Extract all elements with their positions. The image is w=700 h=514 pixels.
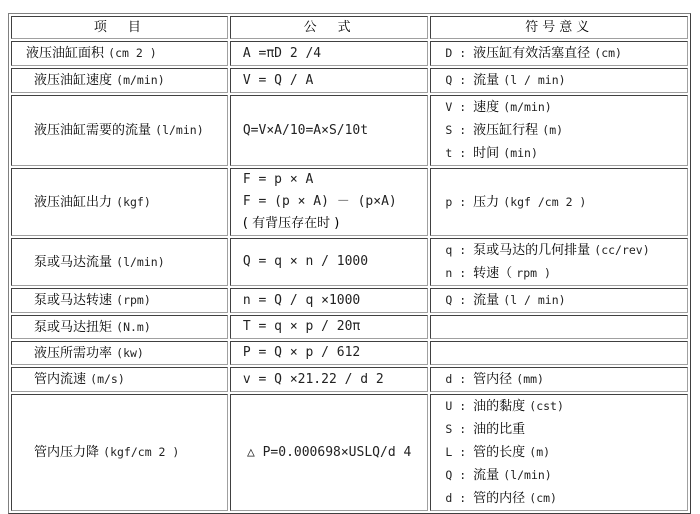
formula-line: V = Q / A [242,72,314,88]
table-row [11,168,688,236]
table-row [11,367,688,392]
item-cell [11,394,228,511]
table-row [11,341,688,365]
meaning-cell [430,288,688,313]
formula-line: T = q × p / 20π [242,319,361,334]
meaning-line: t : 时间 (min) [445,146,538,161]
meaning-line: Q : 流量 (l / min) [445,293,566,308]
formula-line: P = Q × p / 612 [242,345,361,360]
formula-line: Q = q × n / 1000 [242,254,369,269]
formula-line: n = Q / q ×1000 [242,292,361,308]
item-unit: (l/min) [155,123,204,137]
item-name: 泵或马达转速 [34,293,113,308]
item-cell [11,238,228,286]
item-unit: (kgf/cm 2 ) [103,445,180,459]
meaning-cell [430,394,688,511]
formula-line: △ P=0.000698×USLQ/d 4 [246,444,412,460]
table-row [11,288,688,313]
item-cell [11,315,228,339]
meaning-line: q : 泵或马达的几何排量 (cc/rev) [445,243,650,258]
formula-cell [230,315,429,339]
header-meaning: 符号意义 [430,16,688,39]
meaning-line: S : 油的比重 [445,422,526,437]
table-row [11,95,688,166]
meaning-line: d : 管内径 (mm) [445,372,544,387]
item-unit: (l/min) [116,254,165,269]
item-unit: (cm 2 ) [108,46,157,60]
formula-line: Q=V×A/10=A×S/10t [242,122,369,138]
meaning-cell [430,367,688,392]
meaning-cell [430,68,688,93]
meaning-line: D : 液压缸有效活塞直径 (cm) [445,46,622,61]
meaning-line: d : 管的内径 (cm) [445,491,557,506]
item-cell [11,341,228,365]
formula-cell [230,394,429,511]
meaning-line: U : 油的黏度 (cst) [445,399,564,414]
item-cell [11,41,228,66]
item-name: 泵或马达流量 [34,254,113,270]
item-cell [11,168,228,236]
item-name: 泵或马达扭矩 [34,319,113,335]
header-item: 项 目 [11,16,228,39]
table-row [11,315,688,339]
formula-cell [230,238,429,286]
meaning-line: V : 速度 (m/min) [445,100,552,115]
meaning-cell-empty [430,315,688,339]
hydraulic-formula-table [8,13,691,514]
meaning-cell [430,41,688,66]
table-row [11,68,688,93]
item-cell [11,68,228,93]
formula-line: A =πD 2 /4 [242,45,322,61]
formula-note: ( 有背压存在时 ) [242,216,340,231]
item-cell [11,288,228,313]
meaning-line: Q : 流量 (l / min) [445,73,566,88]
header-formula: 公 式 [230,16,429,39]
item-name: 液压油缸出力 [34,194,113,210]
formula-line: F = (p × A) － (p×A) [242,194,397,209]
meaning-cell [430,238,688,286]
meaning-line: n : 转速（ rpm ) [445,266,551,281]
item-name: 液压所需功率 [34,345,113,361]
meaning-line: S : 液压缸行程 (m) [445,123,564,138]
item-unit: (m/s) [90,372,125,386]
meaning-cell [430,168,688,236]
formula-line: F = p × A [242,172,314,187]
item-name: 管内压力降 [34,445,100,460]
table-row [11,238,688,286]
item-cell [11,367,228,392]
item-unit: (rpm) [116,293,151,307]
header-row [11,16,688,39]
table-row [11,394,688,511]
formula-cell [230,41,429,66]
item-unit: (m/min) [116,73,165,87]
table-row [11,41,688,66]
item-name: 液压油缸速度 [34,73,113,88]
meaning-line: L : 管的长度 (m) [445,445,551,460]
meaning-line: p : 压力 (kgf /cm 2 ) [445,194,587,210]
item-unit: (N.m) [116,319,151,334]
meaning-cell [430,95,688,166]
formula-cell [230,367,429,392]
item-name: 液压油缸需要的流量 [34,123,152,138]
item-name: 管内流速 [34,372,87,387]
meaning-cell-empty [430,341,688,365]
formula-cell [230,168,429,236]
formula-cell [230,68,429,93]
formula-cell [230,288,429,313]
formula-cell [230,341,429,365]
meaning-line: Q : 流量 (l/min) [445,468,552,483]
formula-cell [230,95,429,166]
item-name: 液压油缸面积 [26,46,105,61]
formula-line: v = Q ×21.22 / d 2 [242,371,384,387]
item-unit: (kgf) [116,194,151,209]
item-cell [11,95,228,166]
item-unit: (kw) [116,345,144,360]
